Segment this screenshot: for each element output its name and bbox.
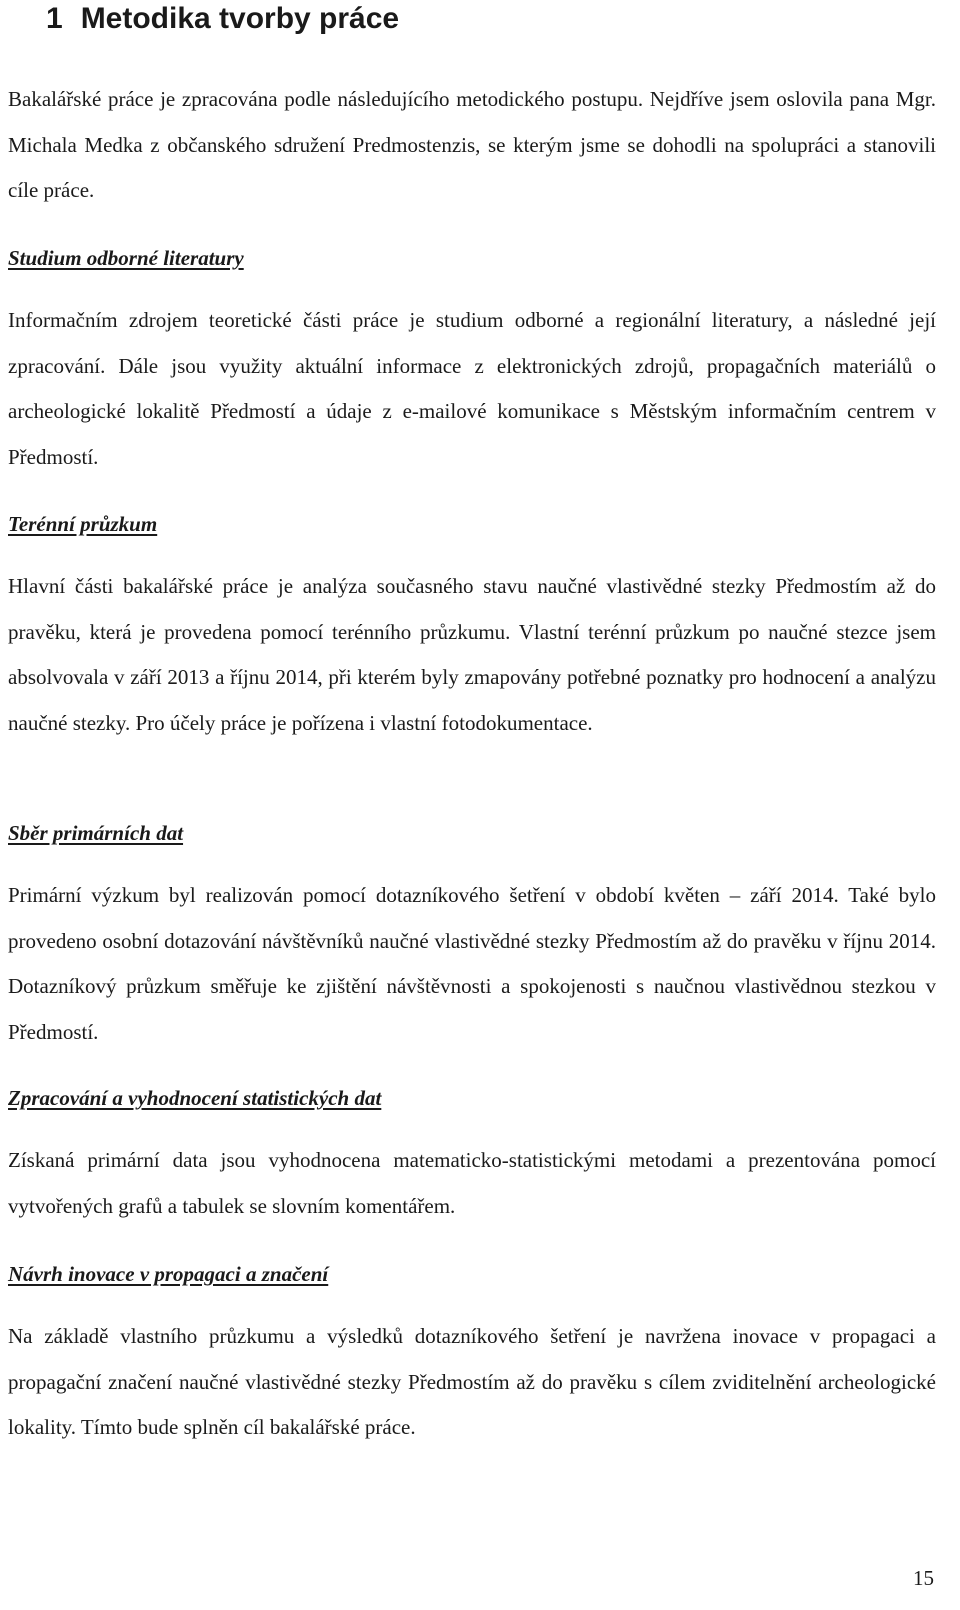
section-paragraph: Na základě vlastního průzkumu a výsledků dotazníkového šetření je navržena inovace v propagaci a propagační značení naučné vlastivědné stezky Předmostím až do pravěku s cílem zviditelnění archeologické lokality. Tímto bude splněn cíl bakalářské práce. <box>8 1324 936 1439</box>
section-paragraph: Hlavní části bakalářské práce je analýza současného stavu naučné vlastivědné stezky Předmostím až do pravěku, která je provedena pomocí terénního průzkumu. Vlastní terénní průzkum po naučné stezce jsem absolvovala v září 2013 a říjnu 2014, při kterém byly zmapovány potřebné poznatky pro hodnocení a analýzu naučné stezky. Pro účely práce je pořízena i vlastní fotodokumentace. <box>8 574 936 735</box>
section-heading: Terénní průzkum <box>8 512 158 536</box>
section-literature-body <box>8 298 936 480</box>
section-heading: Zpracování a vyhodnocení statistických dat <box>8 1086 382 1110</box>
section-primary-data <box>8 819 936 847</box>
chapter-title-text: Metodika tvorby práce <box>80 2 400 35</box>
section-paragraph: Získaná primární data jsou vyhodnocena matematicko-statistickými metodami a prezentována pomocí vytvořených grafů a tabulek se slovním komentářem. <box>8 1148 936 1218</box>
chapter-title <box>8 0 399 38</box>
intro-paragraph: Bakalářské práce je zpracována podle následujícího metodického postupu. Nejdříve jsem oslovila pana Mgr. Michala Medka z občanského sdružení Predmostenzis, se kterým jsme se dohodli na spolupráci a stanovili cíle práce. <box>8 87 936 202</box>
section-literature <box>8 244 936 272</box>
section-heading: Studium odborné literatury <box>8 246 244 270</box>
section-field-survey-body <box>8 564 936 746</box>
section-primary-data-body <box>8 873 936 1055</box>
page-number: 15 <box>913 1566 934 1590</box>
section-paragraph: Informačním zdrojem teoretické části práce je studium odborné a regionální literatury, a následné její zpracování. Dále jsou využity aktuální informace z elektronických zdrojů, propagačních materiálů o archeologické lokalitě Předmostí a údaje z e-mailové komunikace s Městským informačním centrem v Předmostí. <box>8 308 936 469</box>
intro-block <box>8 77 936 214</box>
section-innovation-body <box>8 1314 936 1451</box>
section-field-survey <box>8 510 936 538</box>
section-statistics-body <box>8 1138 936 1229</box>
section-paragraph: Primární výzkum byl realizován pomocí dotazníkového šetření v období květen – září 2014. Také bylo provedeno osobní dotazování návštěvníků naučné vlastivědné stezky Předmostím až do pravěku v říjnu 2014. Dotazníkový průzkum směřuje ke zjištění návštěvnosti a spokojenosti s naučnou vlastivědnou stezkou v Předmostí. <box>8 883 936 1044</box>
section-statistics <box>8 1084 936 1112</box>
section-innovation <box>8 1260 936 1288</box>
section-heading: Sběr primárních dat <box>8 821 184 845</box>
section-heading: Návrh inovace v propagaci a značení <box>8 1262 329 1286</box>
chapter-number: 1 <box>46 2 63 35</box>
